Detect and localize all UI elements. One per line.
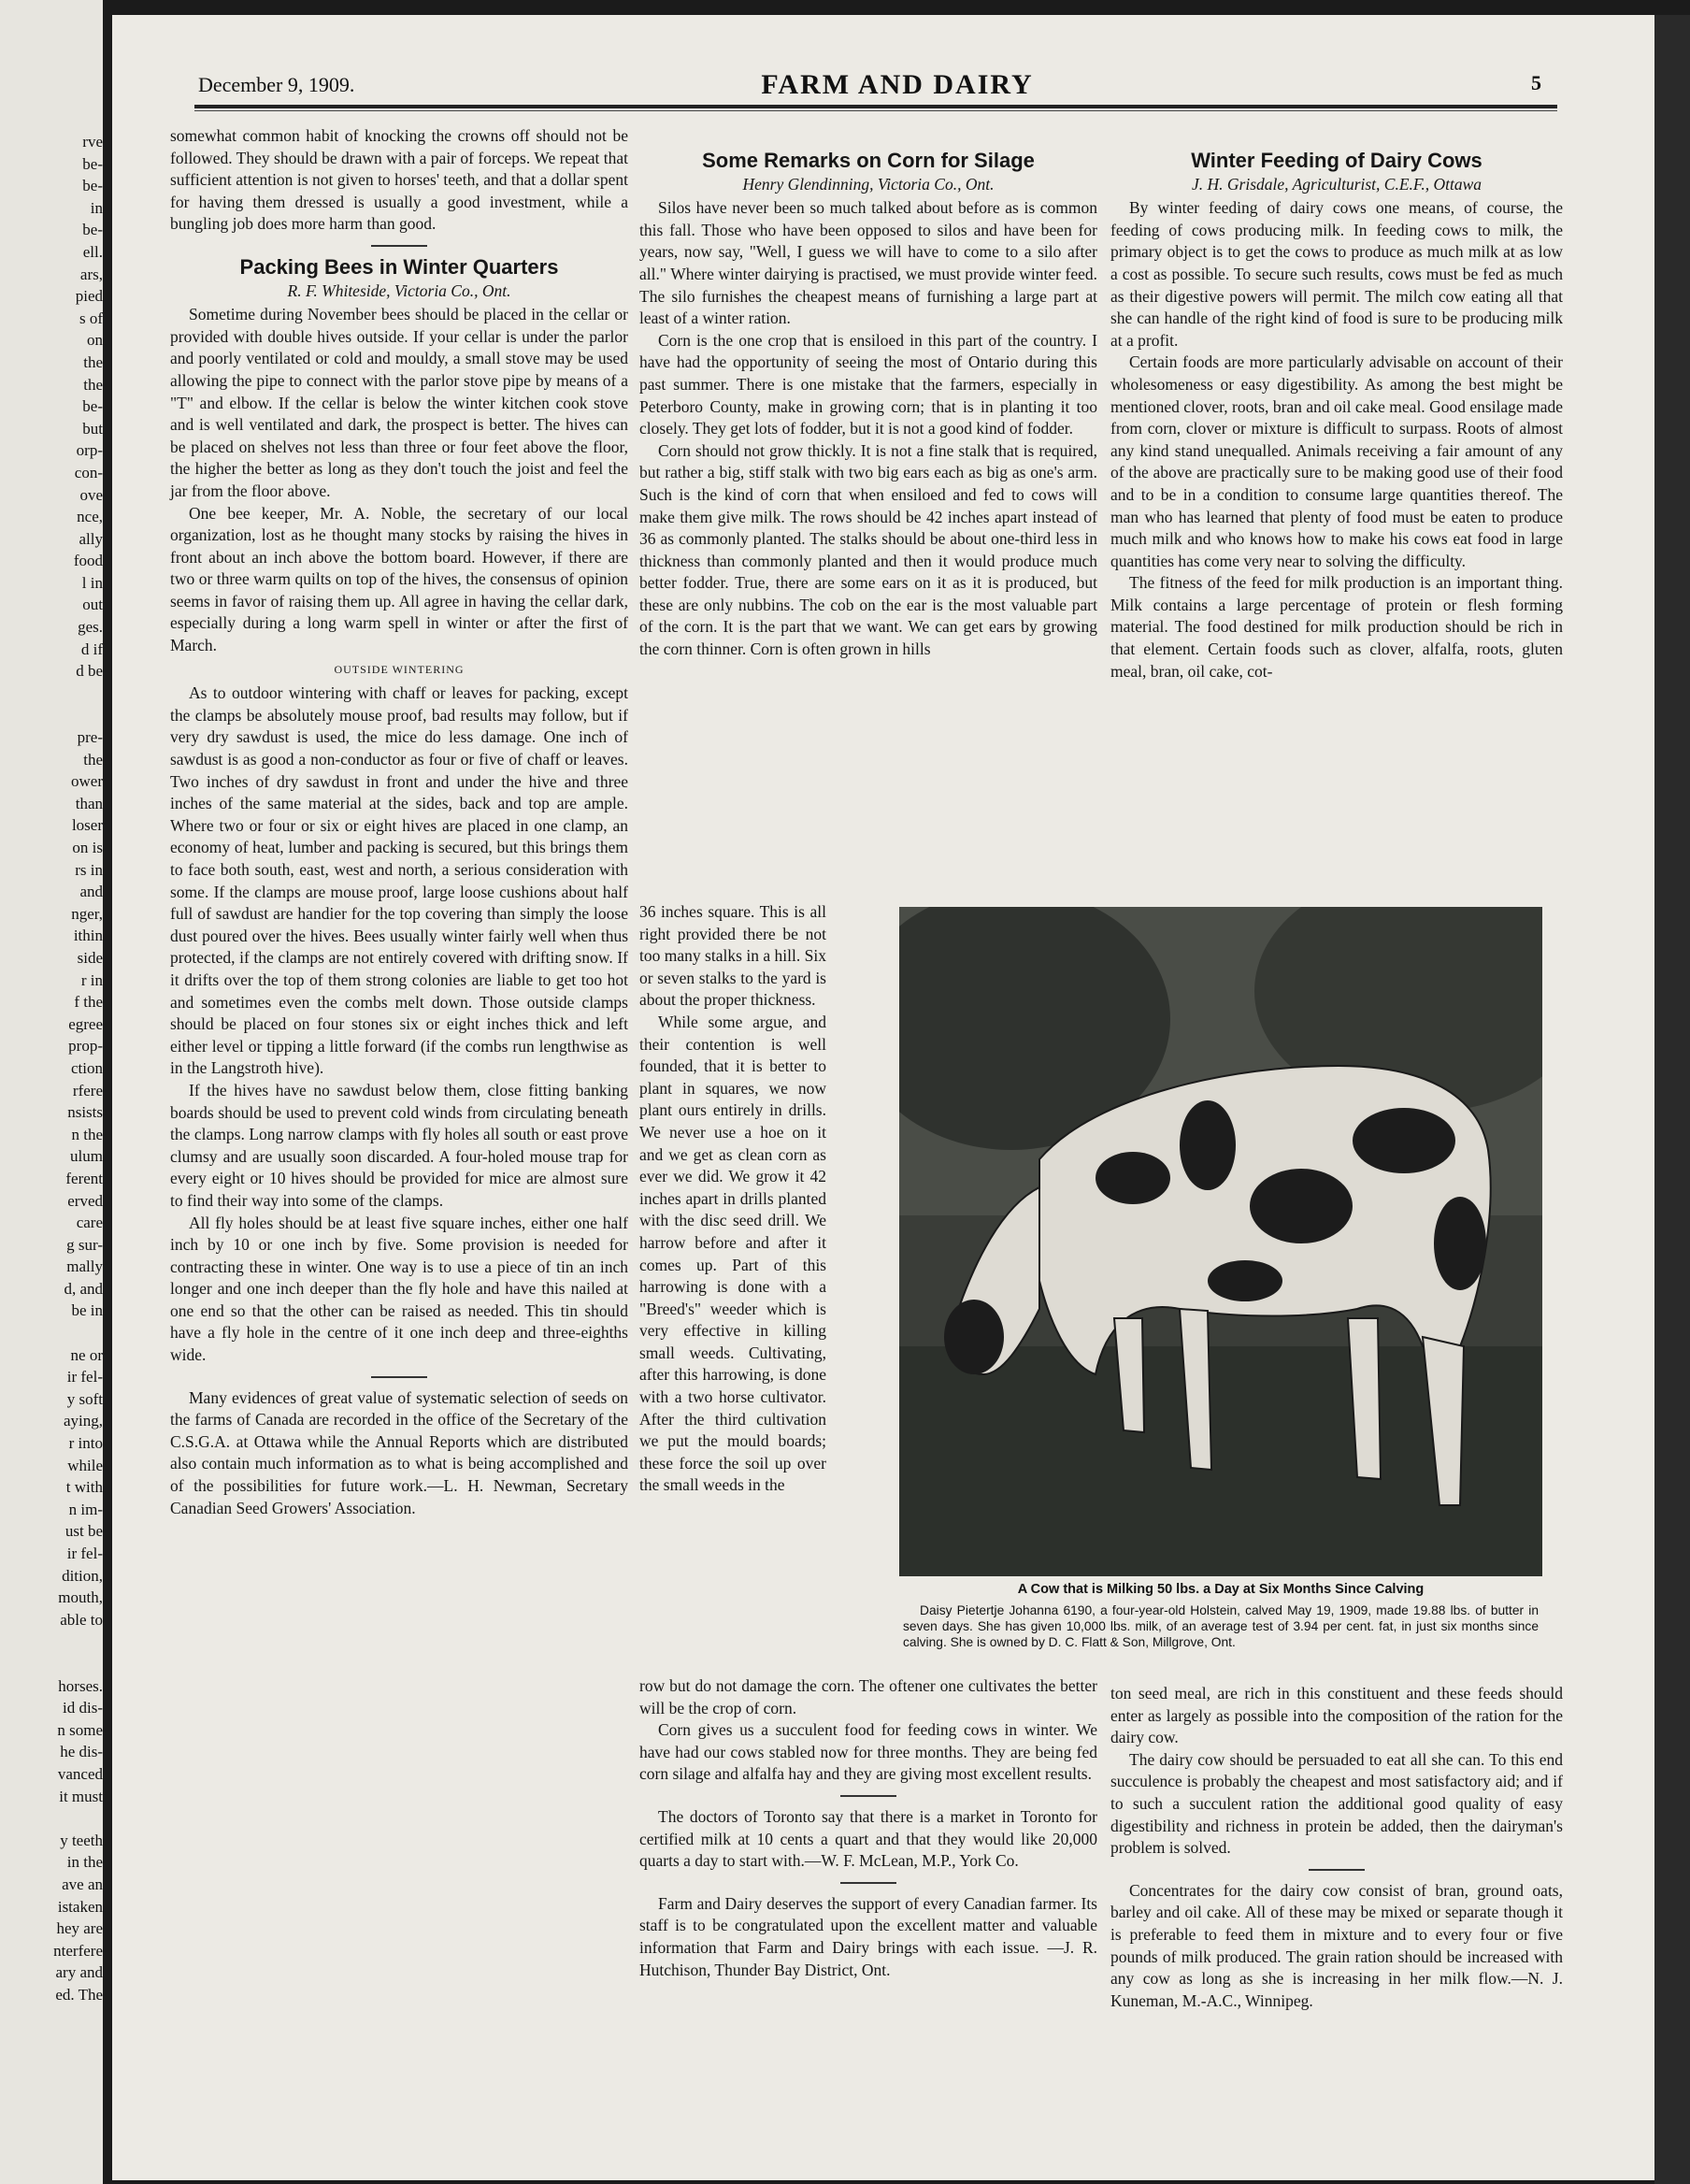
paragraph: By winter feeding of dairy cows one means, of course, the feeding of cows producing milk. In feeding cows to milk, the primary object is to get the cows to produce as much milk at as low a cost as possible. To secure such results, cows must be fed as much as their digestive powers will permit. The milch cow eating all that she can handle of the right kind of food is sure to be producing milk at a profit. — [1110, 198, 1563, 350]
paragraph: Sometime during November bees should be placed in the cellar or provided with double hives outside. If your cellar is under the parlor and poorly ventilated or cold and mouldy, a small stove may be used allowing the pipe to connect with the parlor stove pipe by means of a "T" and elbow. If the cellar is below the winter kitchen cook stove and is well ventilated and dark, the prospect is better. The hives can be placed on shelves not less than three or four feet above the floor, the higher the better as long as they don't touch the joist and feel the jar from the floor above. — [170, 305, 628, 500]
article-byline: Henry Glendinning, Victoria Co., Ont. — [742, 174, 995, 194]
paragraph: If the hives have no sawdust below them, close fitting banking boards should be used to prevent cold winds from circulating beneath the clamps. Long narrow clamps with fly holes all south or east prove clumsy and are usually soon discarded. A four-holed mouse trap for every eight or 10 hives should be provided for mice are almost sure to find their way into some of the clamps. — [170, 1080, 628, 1210]
article-heading: Some Remarks on Corn for Silage — [702, 149, 1035, 172]
paragraph: 36 inches square. This is all right provided there be not too many stalks in a hill. Six or seven stalks to the yard is about the proper thickness. — [639, 902, 826, 1010]
article-heading: Packing Bees in Winter Quarters — [239, 254, 559, 279]
adjacent-page-edge — [0, 0, 103, 2184]
header-rule — [194, 105, 1557, 108]
paragraph: Many evidences of great value of systematic selection of seeds on the farms of Canada are recorded in the office of the Secretary of the C.S.G.A. at Ottawa while the Annual Reports which are distributed also contain much information as to what is being accomplished and of the possibilities for future work.—L. H. Newman, Secretary Canadian Seed Growers' Association. — [170, 1387, 628, 1517]
article-byline: J. H. Grisdale, Agriculturist, C.E.F., Ottawa — [1192, 174, 1482, 194]
paragraph: The doctors of Toronto say that there is a market in Toronto for certified milk at 10 cents a quart and that they would like 20,000 quarts a day to start with.—W. F. McLean, M.P., York Co. — [639, 1806, 1097, 1871]
masthead-title: FARM AND DAIRY — [761, 69, 1034, 100]
paragraph: Concentrates for the dairy cow consist of bran, ground oats, barley and oil cake. All of these may be mixed or separate though it is preferable to feed them in mixture and to every four or five pounds of milk produced. The grain ration should be increased with any cow as long as she is increasing in her milk flow.—N. J. Kuneman, M.-A.C., Winnipeg. — [1110, 1880, 1563, 2010]
header-rule-thin — [194, 110, 1557, 111]
paragraph: Farm and Dairy deserves the support of every Canadian farmer. Its staff is to be congratulated upon the excellent matter and valuable information that Farm and Dairy brings with each issue. —J. R. Hutchison, Thunder Bay District, Ont. — [639, 1893, 1097, 1979]
paragraph: Certain foods are more particularly advisable on account of their wholesomeness or easy digestibility. As among the best might be mentioned clover, roots, bran and oil cake meal. Good ensilage made from corn, clover or mixture is difficult to surpass. Roots of almost any kind stand unequalled. Animals receiving a fair amount of any of the above are practically sure to be making good use of their food and to be in a condition to consume large quantities thereof. The man who has learned that plenty of food must be eaten to produce much milk and who knows how to make his cows eat food in large quantities has come very near to solving the difficulty. — [1110, 352, 1563, 570]
paragraph: Corn is the one crop that is ensiloed in this part of the country. I have had the opportunity of seeing the most of Ontario during this past summer. There is one mistake that the farmers, especially in Peterboro County, make in growing corn; that is in planting it too closely. They get lots of fodder, but it is not a good kind of fodder. — [639, 330, 1097, 438]
column-2-narrow — [639, 901, 826, 1497]
page-number: 5 — [1531, 71, 1541, 94]
photo-caption-title: A Cow that is Milking 50 lbs. a Day at Six Months Since Calving — [1017, 1582, 1425, 1597]
paragraph: One bee keeper, Mr. A. Noble, the secretary of our local organization, lost as he thought many stocks by raising the hives in front about an inch above the bottom board. However, if there are two or three warm quilts on top of the hives, the consensus of opinion seems in favor of raising them up. All agree in having the cellar dark, especially during a long warm spell in winter or after the first of March. — [170, 503, 628, 655]
page-edge-shadow — [1654, 15, 1690, 2184]
article-heading: Winter Feeding of Dairy Cows — [1191, 149, 1482, 172]
column-2-lower — [639, 1675, 1097, 1981]
separator-rule — [840, 1795, 896, 1797]
paragraph: All fly holes should be at least five square inches, either one half inch by 10 or one inch by five. Some provision is needed for contracting these in winter. One way is to use a piece of tin an inch longer and one inch deeper than the fly hole and have this nailed at one end so that the other can be raised as needed. This tin should have a fly hole in the centre of it one inch deep and three-eighths wide. — [170, 1213, 628, 1365]
separator-rule — [371, 245, 427, 247]
cow-photograph — [899, 907, 1542, 1576]
column-1 — [170, 125, 628, 1519]
paragraph: Corn should not grow thickly. It is not a fine stalk that is required, but rather a big, stiff stalk with two big ears each as big as one's arm. Such is the kind of corn that when ensiloed and fed to cows will make them give milk. The rows should be 42 inches apart instead of 36 as commonly planted. The stalks should be about one-third less in thickness than commonly planted and then it would produce much better fodder. True, there are some ears on it as it is produced, but these are only nubbins. The cob on the ear is the most valuable part of the corn. It is the part that we want. We can get ears by growing the corn thinner. Corn is often grown in hills — [639, 440, 1097, 659]
article-byline: R. F. Whiteside, Victoria Co., Ont. — [287, 280, 511, 300]
paragraph: Corn gives us a succulent food for feeding cows in winter. We have had our cows stabled now for three months. They are being fed corn silage and alfalfa hay and they are giving most excellent results. — [639, 1720, 1097, 1784]
issue-date: December 9, 1909. — [198, 73, 355, 96]
paragraph: While some argue, and their contention is well founded, that it is better to plant in squares, we now plant ours entirely in drills. We never use a hoe on it and we get as clean corn as ever we did. We grow it 42 inches apart in drills planted with the disc seed drill. We harrow before and after it comes up. Part of this harrowing is done with a "Breed's" weeder which is very effective in killing small weeds. Cultivating, after this harrowing, is done with a two horse cultivator. After the third cultivation we put the mould boards; these force the soil up over the small weeds in the — [639, 1012, 826, 1495]
column-3-lower — [1110, 1683, 1563, 2012]
column-2 — [639, 146, 1097, 661]
article-continuation: somewhat common habit of knocking the crowns off should not be followed. They should be drawn with a pair of forceps. We repeat that sufficient attention is not given to horses' teeth, and that a dollar spent for having them dressed is usually a good investment, while a bungling job does more harm than good. — [170, 126, 628, 234]
column-3 — [1110, 146, 1563, 682]
paragraph: As to outdoor wintering with chaff or leaves for packing, except the clamps be absolutely mouse proof, bad results may follow, but if very dry sawdust is used, the mice do less damage. One inch of sawdust is as good a non-conductor as four or five of chaff or leaves. Two inches of dry sawdust in front and under the hive and three inches of the same material at the sides, back and top are ample. Where two or four or six or eight hives are placed in one clamp, an economy of heat, lumber and packing is secured, but this brings them to face both south, east, west and north, a serious consideration with some. If the clamps are mouse proof, large loose cushions about half full of sawdust are handier for the top covering than simply the loose dust poured over the hives. Bees usually winter fairly well when thus protected, if the clamps are not entirely covered with drifting snow. If it drifts over the top of them strong colonies are liable to get too hot and sometimes even the combs melt down. Those outside clamps should be placed on four stones six or eight inches thick and left either level or tipping a little forward (if the combs run lengthwise as in the Langstroth hive). — [170, 683, 628, 1078]
adjacent-page-text: rve be- be- in be- ell. ars, pied s of on the the be- but orp- con- ove nce, ally food l in out ges. d if d be pre- the ower than loser on is rs in and nger, ithin side r in f the egree prop- ction rfere nsists n the ulum ferent erved care g sur- mally d, and be in ne or ir fel- y soft aying, r into while t with n im- ust be ir fel- dition, mouth, able to horses. id dis- n some he dis- vanced it must y teeth in the ave an istaken hey are nterfere ary and ed. The — [53, 133, 103, 2004]
separator-rule — [1309, 1869, 1365, 1871]
paragraph: ton seed meal, are rich in this constituent and these feeds should enter as largely as possible into the composition of the ration for the dairy cow. — [1110, 1684, 1563, 1747]
separator-rule — [840, 1882, 896, 1884]
holstein-cow-illustration — [899, 907, 1542, 1576]
paragraph: Silos have never been so much talked about before as is common this fall. Those who have been opposed to silos and have been for years, now say, "Well, I guess we will have to come to a silo after all." Where winter dairying is practised, we must provide winter feed. The silo furnishes the cheapest means of furnishing a large part at least of a winter ration. — [639, 198, 1097, 328]
paragraph: The dairy cow should be persuaded to eat all she can. To this end succulence is probably the cheapest and most satisfactory aid; and if to such a succulent ration the additional good quality of easy digestibility and richness in protein be added, then the dairyman's problem is solved. — [1110, 1749, 1563, 1858]
separator-rule — [371, 1376, 427, 1378]
paragraph: row but do not damage the corn. The oftener one cultivates the better will be the crop of corn. — [639, 1676, 1097, 1717]
photo-caption-body: Daisy Pietertje Johanna 6190, a four-year-old Holstein, calved May 19, 1909, made 19.88 lbs. of butter in seven days. She has given 10,000 lbs. milk, of an average test of 3.94 per cent. fat, in just six months since calving. She is owned by D. C. Flatt & Son, Millgrove, Ont. — [903, 1603, 1539, 1649]
subheading: OUTSIDE WINTERING — [334, 662, 465, 676]
newspaper-page — [112, 15, 1654, 2180]
paragraph: The fitness of the feed for milk production is an important thing. Milk contains a large percentage of protein or flesh forming material. The food destined for milk production should be rich in that element. Certain foods such as clover, alfalfa, roots, gluten meal, bran, oil cake, cot- — [1110, 573, 1563, 681]
